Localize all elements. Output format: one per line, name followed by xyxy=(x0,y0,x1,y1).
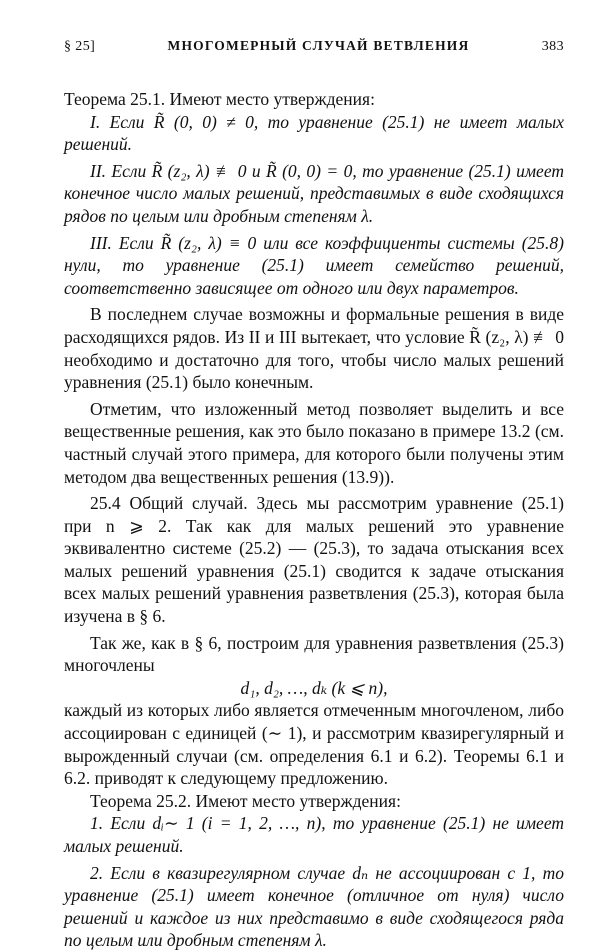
theorem-25-2-item-2: 2. Если в квазирегулярном случае dₙ не ассоциирован с 1, то уравнение (25.1) имеет конечное (отличное от нуля) число решений и каждое из них представимо в виде сходящегося ряда по целым или дробным степеням λ. xyxy=(64,862,564,951)
theorem-25-1-item-1: I. Если R̃ (0, 0) ≠ 0, то уравнение (25.1) не имеет малых решений. xyxy=(64,111,564,155)
polynomial-list-formula: d₁, d₂, …, dₖ (k ⩽ n), xyxy=(240,677,388,698)
remark-paragraph: В последнем случае возможны и формальные решения в виде расходящихся рядов. Из II и III вытекает, что условие R̃ (z₂, λ) ≢ 0 необходимо и достаточно для того, чтобы число малых решений уравнения (25.1) было конечным. xyxy=(64,304,564,393)
polynomials-intro: Так же, как в § 6, построим для уравнения разветвления (25.3) многочлены xyxy=(64,632,564,676)
real-solutions-paragraph: Отметим, что изложенный метод позволяет выделить и все вещественные решения, как это было показано в примере 13.2 (см. частный случай этого примера, для которого были получены этим методом два вещественных решения (13.9)). xyxy=(64,398,564,487)
page-body xyxy=(64,88,564,952)
theorem-25-1-heading: Теорема 25.1. Имеют место утверждения: xyxy=(64,89,375,109)
general-case-paragraph: 25.4 Общий случай. Здесь мы рассмотрим уравнение (25.1) при n ⩾ 2. Так как для малых решений это уравнение эквивалентно системе (25.2) — (25.3), то задача отыскания всех малых решений уравнения (25.1) сводится к задаче отыскания всех малых решений уравнения разветвления (25.3), которая была изучена в § 6. xyxy=(64,493,564,627)
running-title: МНОГОМЕРНЫЙ СЛУЧАЙ ВЕТВЛЕНИЯ xyxy=(167,38,470,53)
page-number: 383 xyxy=(541,39,564,54)
running-header xyxy=(64,38,564,60)
theorem-25-2-heading: Теорема 25.2. Имеют место утверждения: xyxy=(90,790,401,811)
theorem-25-1-item-2: II. Если R̃ (z₂, λ) ≢ 0 и R̃ (0, 0) = 0, то уравнение (25.1) имеет конечное число малых решений, представимых в виде сходящихся рядов по целым или дробным степеням λ. xyxy=(64,160,564,226)
theorem-25-1-item-3: III. Если R̃ (z₂, λ) ≡ 0 или все коэффициенты системы (25.8) нули, то уравнение (25.1) имеет семейство решений, соответственно зависящее от одного или двух параметров. xyxy=(64,232,564,298)
section-ref: § 25] xyxy=(64,39,96,54)
book-page xyxy=(64,38,564,952)
theorem-25-2-item-1: 1. Если dᵢ∼ 1 (i = 1, 2, …, n), то уравнение (25.1) не имеет малых решений. xyxy=(64,813,564,856)
cases-paragraph: каждый из которых либо является отмеченным многочленом, либо ассоциирован с единицей (∼ 1), и рассмотрим квазирегулярный и вырожденный случаи (см. определения 6.1 и 6.2). Теоремы 6.1 и 6.2. приводят к следующему предложению. xyxy=(64,700,564,789)
